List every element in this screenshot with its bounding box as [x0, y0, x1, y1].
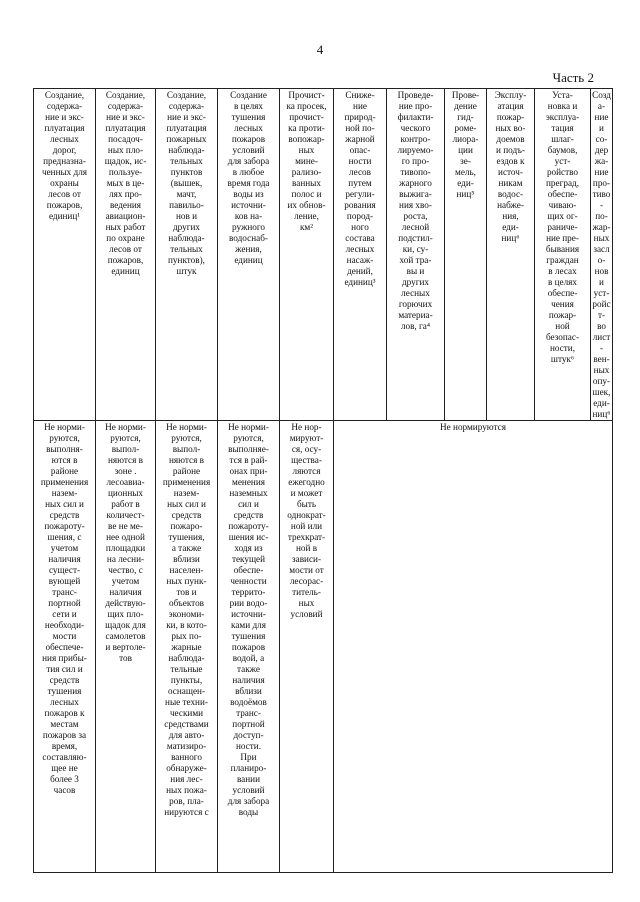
- header-cell-fire-towers: Создание, содержа- ние и экс- плуатация пожарных наблюда- тельных пунктов (вышек, мачт, павильо- нов и других наблюда- тельных пунктов), штук: [156, 89, 218, 421]
- header-cell-fire-reservoirs: Эксплу- атация пожар- ных во- доемов и подъ- ездов к источ- никам водос- набже- ния, еди- ниц⁶: [487, 89, 535, 421]
- header-cell-landing-sites: Создание, содержа- ние и экс- плуатация посадоч- ных пло- щадок, ис- пользуе- мых в це- лях про- ведения авиацион- ных работ по охране лесов от пожаров, единиц: [96, 89, 156, 421]
- table-cell: Не норми- руются, выполня- ются в районе применения назем- ных сил и средств пожароту- шения, с учетом наличия сущест- вующей транс- портной сети и необходи- мости обеспече- ния прибы- тия сил и средств тушения лесных пожаров к местам пожаров за время, составляю- щее не более 3 часов: [34, 421, 96, 873]
- table-cell: Не норми- руются, выпол- няются в зоне . лесоавиа- ционных работ в количест- ве не ме- нее одной площадки на лесни- чество, с учетом наличия действую- щих пло- щадок для самолетов и вертоле- тов: [96, 421, 156, 873]
- header-cell-controlled-burning: Проведе- ние про- филакти- ческого контро- лируемо- го про- тивопо- жарного выжига- ния хво- роста, лесной подстил- ки, су- хой тра- вы и других лесных горючих материа- лов, га⁴: [387, 89, 445, 421]
- table-row: [34, 421, 613, 873]
- header-cell-clearing: Прочист- ка просек, прочист- ка проти- вопожар- ных мине- рализо- ванных полос и их обнов- ление, км²: [280, 89, 334, 421]
- table-cell-merged: Не нормируются: [334, 421, 613, 873]
- table-header-row: [34, 89, 613, 421]
- table-cell: Не нор- мируют- ся, осу- щества- ляются ежегодно и может быть однократ- ной или трехкрат- ной в зависи- мости от лесорас- титель- ных условий: [280, 421, 334, 873]
- header-cell-fire-breaks: Созда- ние и со- держа- ние про- тиво- по- жар- ных засло- нов и уст- ройст- во лист- вен- ных опу- шек, еди- ниц⁶: [592, 90, 611, 419]
- header-cell-forest-roads: Создание, содержа- ние и экс- плуатация лесных дорог, предназна- ченных для охраны лесов от пожаров, единиц¹: [34, 89, 96, 421]
- table-cell: Не норми- руются, выполняе- тся в рай- онах при- менения наземных сил и средств пожароту- шения ис- ходя из текущей обеспе- ченности террито- рии водо- источни- ками для тушения пожаров водой, а также наличия вблизи водоёмов транс- портной доступ- ности. При планиро- вании условий для забора воды: [218, 421, 280, 873]
- header-cell-fire-hazard: Сниже- ние природ- ной по- жарной опас- ности лесов путем регули- рования пород- ного состава лесных насаж- дений, единиц³: [334, 89, 387, 421]
- header-cell-water-intake: Создание в целях тушения лесных пожаров условий для забора в любое время года воды из источни- ков на- ружного водоснаб- жения, единиц: [218, 89, 280, 421]
- norms-table: [33, 88, 613, 873]
- part-label: Часть 2: [552, 70, 594, 85]
- header-cell-barriers: Уста- новка и эксплуа- тация шлаг- баумов, уст- ройство преград, обеспе- чиваю- щих ог- раниче- ние пре- бывания граждан в лесах в целях обеспе- чения пожар- ной безопас- ности, штук⁶: [535, 89, 591, 421]
- page-number: 4: [316, 42, 324, 57]
- header-cell-hydromelioration: Прове- дение гид- ромe- лиора- ции зе- мель, еди- ниц⁵: [445, 89, 487, 421]
- table-cell: Не норми- руются, выпол- няются в районе применения назем- ных сил и средств пожаро- тушения, а также вблизи населен- ных пунк- тов и объектов экономи- ки, в кото- рых по- жарные наблюда- тельные пункты, оснащен- ные техни- ческими средствами для авто- матизиро- ванного обнаруже- ния лес- ных пожа- ров, пла- нируются с: [156, 421, 218, 873]
